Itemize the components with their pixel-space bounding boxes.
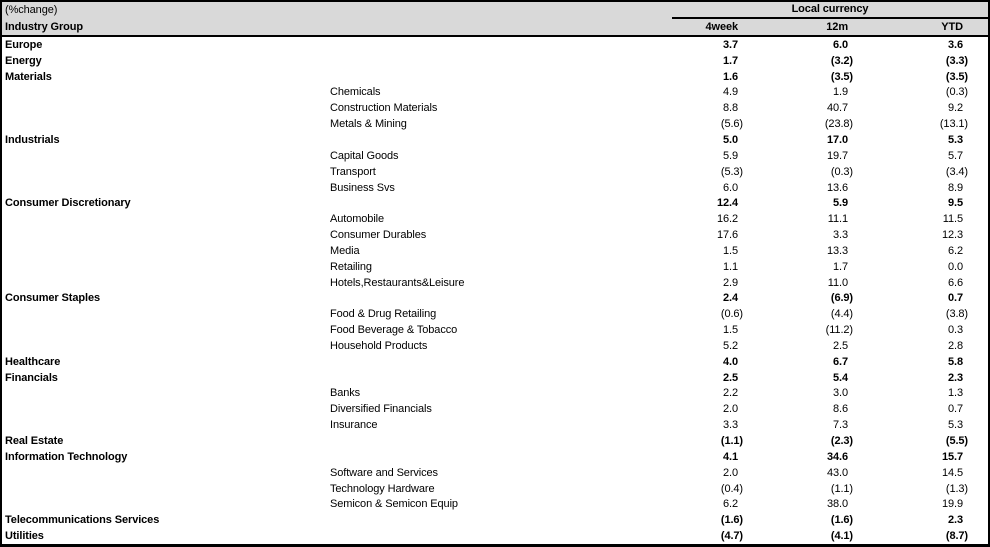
row-label: Business Svs (330, 181, 395, 194)
table-row (2, 354, 988, 370)
value-cell: 3.3 (833, 229, 848, 242)
value-cell: 6.2 (723, 498, 738, 511)
value-cell: 38.0 (826, 498, 848, 511)
row-label: Consumer Durables (330, 229, 427, 242)
table-row (2, 227, 988, 243)
row-label: Banks (330, 387, 361, 400)
value-cell: 40.7 (826, 102, 848, 115)
row-label: Capital Goods (330, 149, 399, 162)
value-cell: 5.9 (833, 197, 848, 210)
table-body (2, 37, 988, 544)
col-header-12m: 12m (826, 20, 848, 33)
value-cell: 0.7 (948, 292, 963, 305)
value-cell: 2.4 (723, 292, 738, 305)
value-cell: 5.9 (723, 149, 738, 162)
value-cell: 9.2 (948, 102, 963, 115)
row-label: Materials (5, 70, 52, 83)
table-row (2, 195, 988, 211)
value-cell: (0.3) (945, 86, 968, 99)
table-row (2, 275, 988, 291)
col-header-4week: 4week (705, 20, 738, 33)
value-cell: 1.6 (723, 70, 738, 83)
table-row (2, 132, 988, 148)
value-cell: 0.0 (948, 260, 963, 273)
value-cell: (0.3) (830, 165, 853, 178)
local-currency-spanner: Local currency (672, 2, 988, 19)
row-label: Food & Drug Retailing (330, 308, 437, 321)
row-label: Europe (5, 38, 43, 51)
percent-change-label: (%change) (5, 4, 58, 16)
row-label: Insurance (330, 419, 378, 432)
value-cell: (1.1) (830, 482, 853, 495)
value-cell: (8.7) (945, 530, 968, 543)
value-cell: 6.0 (723, 181, 738, 194)
value-cell: (1.6) (720, 514, 743, 527)
row-label: Telecommunications Services (5, 514, 160, 527)
value-cell: 3.3 (723, 419, 738, 432)
table-row (2, 243, 988, 259)
table-row (2, 37, 988, 53)
value-cell: (6.9) (830, 292, 853, 305)
value-cell: 11.1 (827, 213, 848, 226)
row-label: Diversified Financials (330, 403, 432, 416)
value-cell: 4.1 (723, 450, 738, 463)
row-label: Consumer Discretionary (5, 197, 131, 210)
table-row (2, 370, 988, 386)
table-row (2, 85, 988, 101)
table-row (2, 69, 988, 85)
value-cell: 14.5 (941, 466, 963, 479)
table-row (2, 211, 988, 227)
value-cell: 8.8 (723, 102, 738, 115)
table-row (2, 291, 988, 307)
value-cell: 2.5 (723, 371, 738, 384)
value-cell: 6.0 (833, 38, 848, 51)
value-cell: (5.5) (945, 435, 968, 448)
value-cell: 8.9 (948, 181, 963, 194)
header-row-top (2, 2, 988, 19)
table-header (2, 2, 988, 37)
value-cell: 5.4 (833, 371, 848, 384)
row-label: Consumer Staples (5, 292, 100, 305)
value-cell: 1.1 (723, 260, 738, 273)
value-cell: 2.0 (723, 466, 738, 479)
row-label: Healthcare (5, 355, 61, 368)
value-cell: (23.8) (824, 118, 853, 131)
industry-group-header: Industry Group (5, 20, 84, 33)
table-row (2, 401, 988, 417)
value-cell: 1.9 (833, 86, 848, 99)
table-row (2, 116, 988, 132)
value-cell: (4.4) (830, 308, 853, 321)
value-cell: (4.1) (830, 530, 853, 543)
value-cell: (3.4) (945, 165, 968, 178)
row-label: Transport (330, 165, 376, 178)
row-label: Retailing (330, 260, 372, 273)
row-label: Semicon & Semicon Equip (330, 498, 458, 511)
value-cell: (4.7) (720, 530, 743, 543)
value-cell: 2.2 (723, 387, 738, 400)
value-cell: 12.4 (716, 197, 738, 210)
value-cell: 2.9 (723, 276, 738, 289)
value-cell: 15.7 (941, 450, 963, 463)
table-row (2, 100, 988, 116)
value-cell: (5.3) (720, 165, 743, 178)
table-row (2, 528, 988, 544)
value-cell: 0.7 (948, 403, 963, 416)
value-cell: 9.5 (948, 197, 963, 210)
value-cell: 6.7 (833, 355, 848, 368)
value-cell: 6.6 (948, 276, 963, 289)
row-label: Financials (5, 371, 58, 384)
value-cell: 5.3 (948, 419, 963, 432)
row-label: Household Products (330, 339, 428, 352)
table-row (2, 512, 988, 528)
value-cell: 3.7 (723, 38, 738, 51)
row-label: Information Technology (5, 450, 128, 463)
table-row (2, 306, 988, 322)
value-cell: 43.0 (826, 466, 848, 479)
value-cell: 17.6 (716, 229, 738, 242)
row-label: Energy (5, 54, 42, 67)
table-row (2, 386, 988, 402)
value-cell: (11.2) (825, 324, 853, 337)
value-cell: 2.3 (948, 514, 963, 527)
row-label: Utilities (5, 530, 44, 543)
value-cell: (5.6) (720, 118, 743, 131)
value-cell: 7.3 (833, 419, 848, 432)
row-label: Food Beverage & Tobacco (330, 324, 458, 337)
table-row (2, 259, 988, 275)
table-row (2, 449, 988, 465)
value-cell: 1.5 (723, 324, 738, 337)
value-cell: 2.0 (723, 403, 738, 416)
row-label: Software and Services (330, 466, 438, 479)
value-cell: 0.3 (948, 324, 963, 337)
value-cell: (3.3) (945, 54, 968, 67)
value-cell: 5.7 (948, 149, 963, 162)
value-cell: 6.2 (948, 244, 963, 257)
value-cell: 5.0 (723, 133, 738, 146)
table-row (2, 481, 988, 497)
row-label: Metals & Mining (330, 118, 407, 131)
value-cell: 3.0 (833, 387, 848, 400)
value-cell: 4.9 (723, 86, 738, 99)
value-cell: (3.5) (830, 70, 853, 83)
row-label: Media (330, 244, 360, 257)
value-cell: 11.5 (942, 213, 963, 226)
value-cell: 8.6 (833, 403, 848, 416)
value-cell: (0.4) (720, 482, 743, 495)
value-cell: (3.8) (945, 308, 968, 321)
table-row (2, 338, 988, 354)
value-cell: 11.0 (827, 276, 848, 289)
value-cell: 5.3 (948, 133, 963, 146)
table-row (2, 496, 988, 512)
value-cell: 1.3 (948, 387, 963, 400)
value-cell: (13.1) (939, 118, 968, 131)
value-cell: 4.0 (723, 355, 738, 368)
table-row (2, 53, 988, 69)
value-cell: (1.1) (720, 435, 743, 448)
value-cell: 34.6 (826, 450, 848, 463)
value-cell: 5.8 (948, 355, 963, 368)
value-cell: 1.7 (833, 260, 848, 273)
table-row (2, 164, 988, 180)
value-cell: 16.2 (716, 213, 738, 226)
value-cell: 2.3 (948, 371, 963, 384)
row-label: Construction Materials (330, 102, 438, 115)
table-row (2, 180, 988, 196)
header-row-columns (2, 19, 988, 35)
row-label: Technology Hardware (330, 482, 435, 495)
row-label: Real Estate (5, 435, 64, 448)
value-cell: (0.6) (720, 308, 743, 321)
value-cell: 17.0 (826, 133, 848, 146)
value-cell: 5.2 (723, 339, 738, 352)
value-cell: (1.6) (830, 514, 853, 527)
row-label: Chemicals (330, 86, 381, 99)
value-cell: 1.5 (723, 244, 738, 257)
value-cell: 3.6 (948, 38, 963, 51)
value-cell: 13.6 (826, 181, 848, 194)
table-row (2, 465, 988, 481)
row-label: Industrials (5, 133, 60, 146)
row-label: Automobile (330, 213, 385, 226)
row-label: Hotels,Restaurants&Leisure (330, 276, 465, 289)
value-cell: (3.5) (945, 70, 968, 83)
value-cell: (1.3) (945, 482, 968, 495)
value-cell: 19.9 (941, 498, 963, 511)
table-row (2, 417, 988, 433)
value-cell: 13.3 (826, 244, 848, 257)
table-row (2, 148, 988, 164)
col-header-ytd: YTD (941, 20, 963, 33)
table-row (2, 433, 988, 449)
value-cell: 19.7 (826, 149, 848, 162)
table-row (2, 322, 988, 338)
value-cell: 2.8 (948, 339, 963, 352)
value-cell: 2.5 (833, 339, 848, 352)
value-cell: 1.7 (723, 54, 738, 67)
value-cell: (2.3) (830, 435, 853, 448)
value-cell: 12.3 (941, 229, 963, 242)
value-cell: (3.2) (830, 54, 853, 67)
